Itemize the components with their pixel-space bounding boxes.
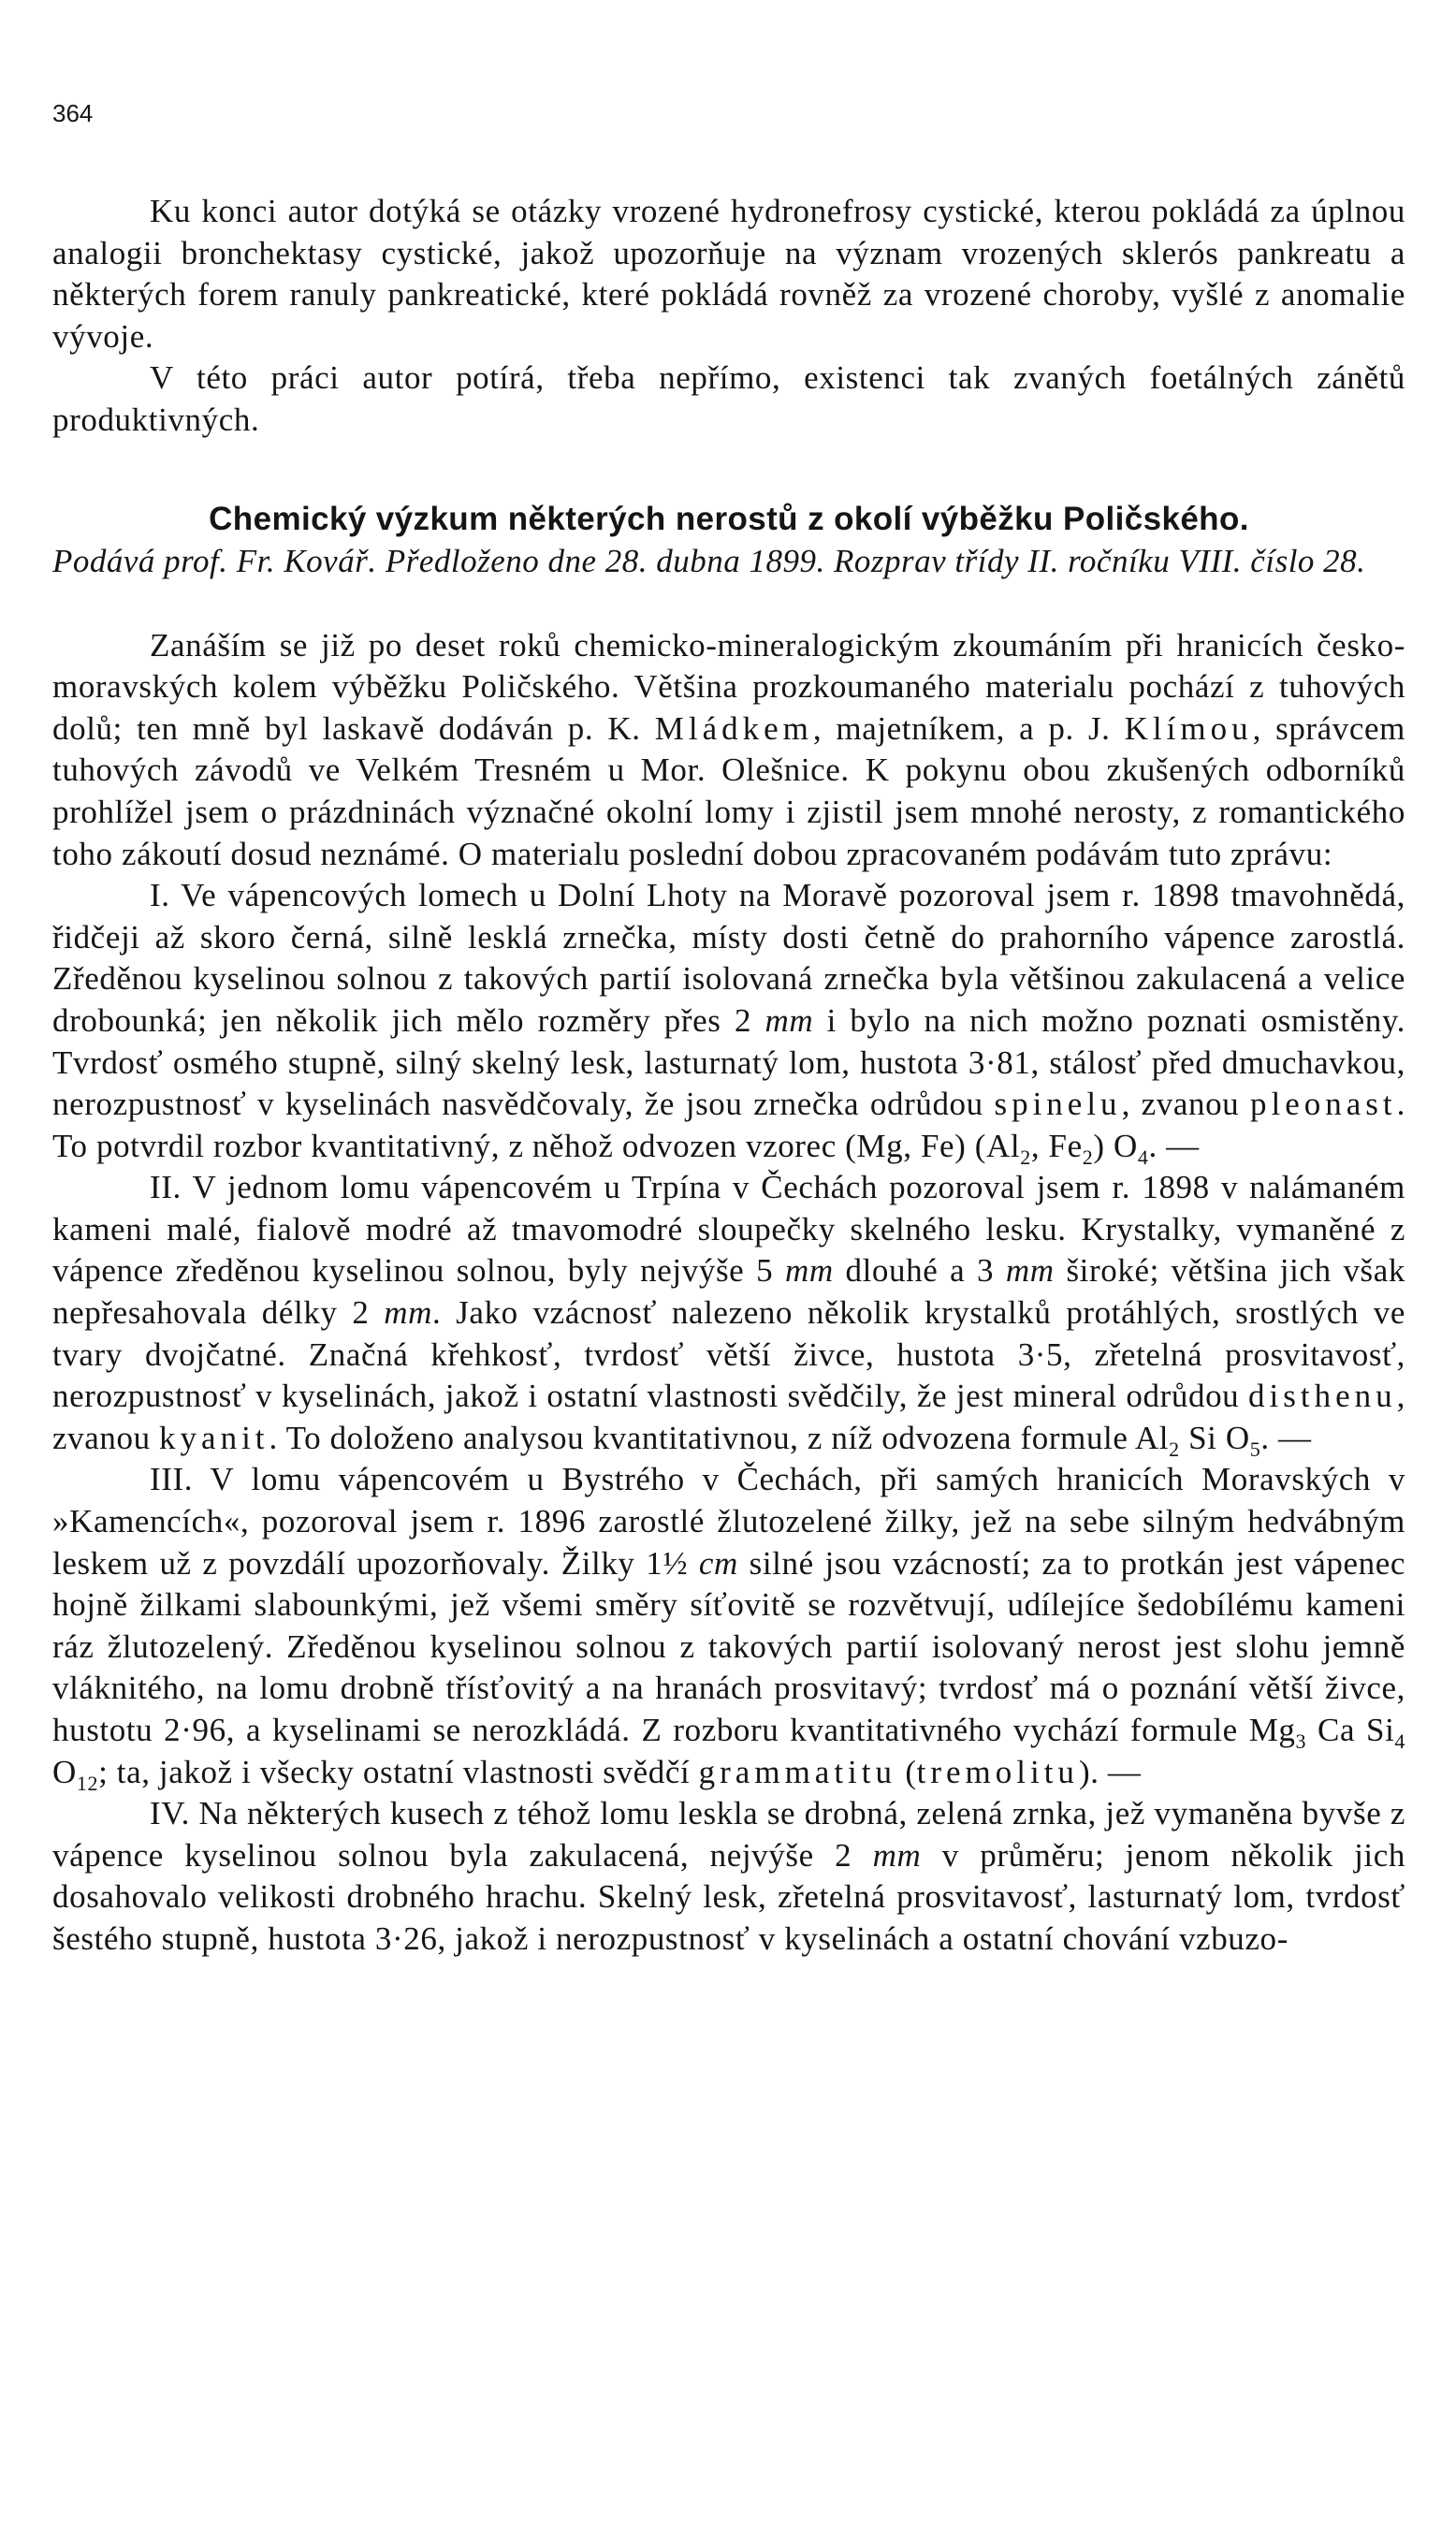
article-byline: Podává prof. Fr. Kovář. Předloženo dne 28. dubna 1899. Rozprav třídy II. ročníku VIII. číslo 28. [52, 542, 1366, 579]
article-title: Chemický výzkum některých nerostů z okolí výběžku Poličského. [209, 500, 1249, 537]
mineral-name: kyanit [159, 1419, 269, 1456]
person-name: Mládkem [654, 709, 813, 747]
page-body [52, 191, 1405, 1961]
paragraph-intro-2: V této práci autor potírá, třeba nepřímo, existenci tak zvaných foetálných zánětů produktivných. [52, 359, 1405, 438]
mineral-name: tremolitu [916, 1753, 1079, 1790]
mineral-name: pleonast [1250, 1086, 1397, 1123]
paragraph-article-intro: Zanáším se již po deset roků chemicko-mineralogickým zkoumáním při hranicích česko-moravských kolem výběžku Poličského. Většina prozkoumaného materialu pochází z tuhových dolů; ten mně byl laskavě dodáván p. K. Mládkem, majetníkem, a p. J. Klímou, správcem tuhových závodů ve Velkém Tresném u Mor. Olešnice. K pokynu obou zkušených odborníků prohlížel jsem o prázdninách význačné okolní lomy i zjistil jsem mnohé nerosty, z romantického toho zákoutí dosud neznámé. O materialu poslední dobou zpracovaném podávám tuto zprávu: [52, 626, 1405, 872]
mineral-name: disthenu [1248, 1378, 1397, 1415]
section-4-paragraph: IV. Na některých kusech z téhož lomu leskla se drobná, zelená zrnka, jež vymaněna byvše z vápence kyselinou solnou byla zakulacená, nejvýše 2 mm v průměru; jenom několik jich dosahovalo velikosti drobného hrachu. Skelný lesk, zřetelná prosvitavosť, lasturnatý lom, tvrdosť šestého stupně, hustota 3·26, jakož i nerozpustnosť v kyselinách a ostatní chování vzbuzo- [52, 1795, 1405, 1957]
page-number: 364 [52, 99, 94, 127]
section-2-paragraph: II. V jednom lomu vápencovém u Trpína v Čechách pozoroval jsem r. 1898 v nalámaném kameni malé, fialově modré až tmavomodré sloupečky skelného lesku. Krystalky, vymaněné z vápence zředěnou kyselinou solnou, byly nejvýše 5 mm dlouhé a 3 mm široké; většina jich však nepřesahovala délky 2 mm. Jako vzácnosť nalezeno několik krystalků protáhlých, srostlých ve tvary dvojčatné. Značná křehkosť, tvrdosť větší živce, hustota 3·5, zřetelná prosvitavosť, nerozpustnosť v kyselinách, jakož i ostatní vlastnosti svědčily, že jest mineral odrůdou disthenu, zvanou kyanit. To doloženo analysou kvantitativnou, z níž odvozena formule $Al_2$ Si $O_5$. — [52, 1169, 1405, 1461]
person-name: Klímou [1124, 709, 1253, 747]
mineral-name: grammatitu [698, 1753, 897, 1790]
paragraph-intro-1: Ku konci autor dotýká se otázky vrozené hydronefrosy cystické, kterou pokládá za úplnou analogii bronchektasy cystické, jakož upozorňuje na význam vrozených sklerós pankreatu a některých forem ranuly pankreatické, které pokládá rovněž za vrozené choroby, vyšlé z anomalie vývoje. [52, 193, 1405, 355]
section-3-paragraph: III. V lomu vápencovém u Bystrého v Čechách, při samých hranicích Moravských v »Kamencích«, pozoroval jsem r. 1896 zarostlé žlutozelené žilky, jež na sebe silným hedvábným leskem už z povzdálí upozorňovaly. Žilky 1½ cm silné jsou vzácností; za to protkán jest vápenec hojně žilkami slabounkými, jež všemi směry síťovitě se rozvětvují, udílejíce šedobílému kameni ráz žlutozelený. Zředěnou kyselinou solnou z takových partií isolovaný nerost jest slohu jemně vláknitého, na lomu drobně třísťovitý a na hranách prosvitavý; tvrdosť má o poznání větší živce, hustotu 2·96, a kyselinami se nerozkládá. Z rozboru kvantitativného vychází formule $Mg_3$ Ca $Si_4$ $O_{12}$; ta, jakož i všecky ostatní vlastnosti svědčí grammatitu (tremolitu). — [52, 1461, 1406, 1795]
mineral-name: spinelu [994, 1086, 1122, 1123]
section-1-paragraph: I. Ve vápencových lomech u Dolní Lhoty na Moravě pozoroval jsem r. 1898 tmavohnědá, řidčeji až skoro černá, silně lesklá zrnečka, místy dosti četně do prahorního vápence zarostlá. Zředěnou kyselinou solnou z takových partií isolovaná zrnečka byla většinou zakulacená a velice drobounká; jen několik jich mělo rozměry přes 2 mm i bylo na nich možno poznati osmistěny. Tvrdosť osmého stupně, silný skelný lesk, lasturnatý lom, hustota 3·81, stálosť před dmuchavkou, nerozpustnosť v kyselinách nasvědčovaly, že jsou zrnečka odrůdou spinelu, zvanou pleonast. To potvrdil rozbor kvantitativný, z něhož odvozen vzorec (Mg, Fe) ($Al_2$, $Fe_2$) $O_4$. — [52, 877, 1405, 1169]
